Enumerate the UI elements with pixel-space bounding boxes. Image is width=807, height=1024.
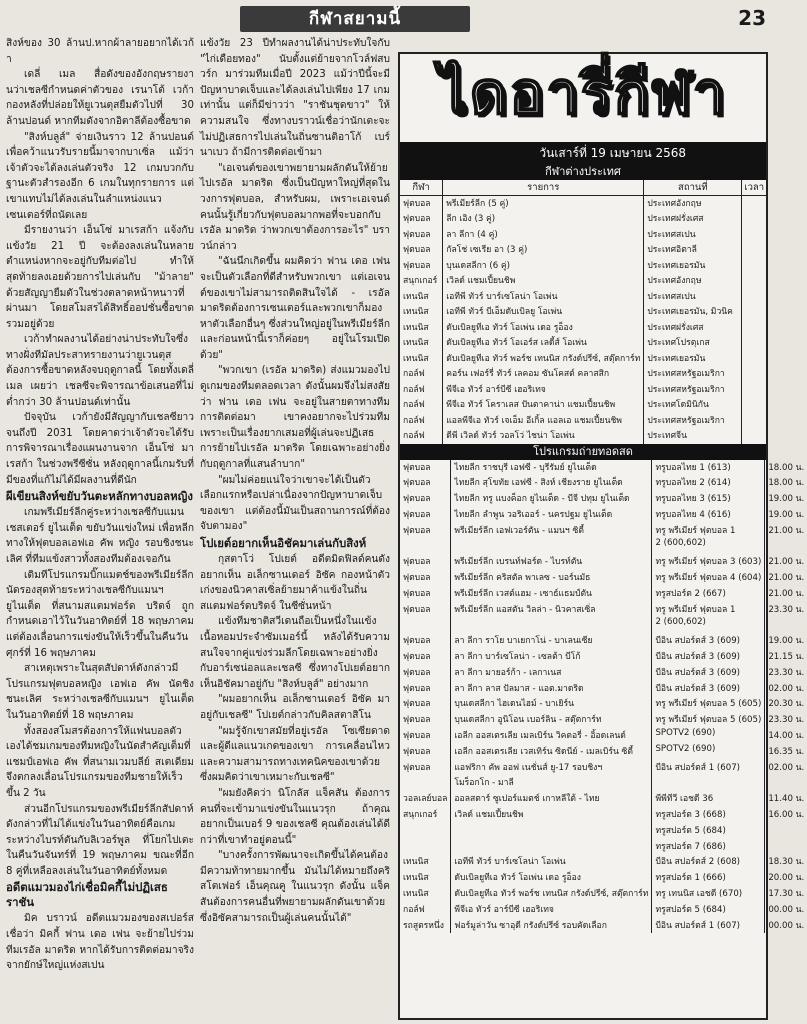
time-cell: 02.00 น. xyxy=(768,683,805,694)
event-cell: เอลีก ออสเตรเลีย เมลเบิร์น วิคตอรี่ - อิ้อดเลนด์ xyxy=(451,728,652,744)
schedule-row xyxy=(400,460,807,476)
schedule-row xyxy=(400,602,807,618)
article-paragraph: แข้งทีมชาติสวีเดนถือเป็นหนึ่งในแข้งเนื้อหอมประจำซัมเมอร์นี้ หลังได้รับความสนใจจากคู่แข่งร่วมลีกโดยเฉพาะอย่างยิ่งกับอาร์เซน่อลและเชลซี ซึ่งทางโปเยต์อยากเห็นอิชัคมาอยู่กับ "สิงห์บลูส์" อย่างมาก xyxy=(200,616,390,690)
venue-cell: ทรูสปอร์ต 7 (686) xyxy=(652,839,765,855)
venue-cell: ประเทศจีน xyxy=(644,428,742,444)
time-cell xyxy=(742,258,766,274)
event-cell: ลา ลีกา บาร์เซโลน่า - เซลต้า บีโก้ xyxy=(451,649,652,665)
venue-cell: ทรูสปอร์ต 5 (684) xyxy=(652,902,765,918)
venue-cell: ประเทศเยอรมัน, มิวนิค xyxy=(644,304,742,320)
schedule-row xyxy=(400,366,766,382)
schedule-row xyxy=(400,854,807,870)
schedule-row xyxy=(400,538,807,554)
sport-cell xyxy=(400,775,451,791)
schedule-row xyxy=(400,320,766,336)
time-cell xyxy=(742,428,766,444)
event-cell: ลา ลีกา ลาส ปัลมาส - แอต.มาดริด xyxy=(451,681,652,697)
article-paragraph: สิงห์ของ 30 ล้านป.หากผ้าลายอยากได้เวก้า xyxy=(6,38,194,65)
venue-cell: ทรูสปอร์ต 5 (684) xyxy=(652,823,765,839)
sport-cell xyxy=(400,839,451,855)
venue-cell: บีอิน สปอร์ตส์ 1 (607) xyxy=(652,760,765,776)
venue-cell: ประเทศเยอรมัน xyxy=(644,351,742,367)
venue-cell: ประเทศอังกฤษ xyxy=(644,273,742,289)
venue-cell: ประเทศโปรตุเกส xyxy=(644,335,742,351)
header-time: เวลา xyxy=(742,180,766,196)
event-cell: แอลพีจีเอ ทัวร์ เจเอ็ม อีเกิ้ล แอลเอ แชมเปี้ยนชิพ xyxy=(443,413,644,429)
header-sport: กีฬา xyxy=(400,180,443,196)
schedule-row xyxy=(400,211,766,227)
venue-cell: ทรูบอลไทย 3 (615) xyxy=(652,491,765,507)
venue-cell: ทรูสปอร์ต 2 (667) xyxy=(652,586,765,602)
sport-cell: กอล์ฟ xyxy=(400,902,451,918)
schedule-row xyxy=(400,681,807,697)
article-paragraph: เดลี่ เมล สื่อดังของอังกฤษรายงานว่าเชลซีกำหนดค่าตัวของ เรนาโต้ เวก้า กองหลังที่ปล่อยให้ยูเวนตุสยืมตัวไปที่ 30 ล้านปอนด์ หากทีมดังจากอิตาลีต้องซื้อขาด xyxy=(6,69,194,127)
event-cell: ดับเบิลยูทีเอ ทัวร์ โอเพ่น เดอ รูอ็อง xyxy=(451,870,652,886)
event-cell: ฟอร์มูล่าวัน ซาอุดี กรังด์ปรีซ์ รอบคัดเลือก xyxy=(451,918,652,934)
sport-cell: ฟุตบอล xyxy=(400,602,451,618)
time-cell: 19.00 น. xyxy=(768,509,805,520)
time-cell: 18.00 น. xyxy=(768,462,805,473)
sport-cell: ฟุตบอล xyxy=(400,649,451,665)
event-cell: ไทยลีก ราชบุรี เอฟซี - บุรีรัมย์ ยูไนเต็ด xyxy=(451,460,652,476)
sport-cell: ฟุตบอล xyxy=(400,586,451,602)
article-paragraph: แข้งวัย 23 ปีทำผลงานได้น่าประทับใจกับ "ไก่เดือยทอง" นับตั้งแต่ย้ายจากโวล์ฟสบวร์ก มาร่วมทีมเมื่อปี 2023 แม้ว่าปีนี้จะมีปัญหาบาดเจ็บและได้ลงเล่นไปเพียง 17 เกมเท่านั้น แต่ก็มีข่าวว่า "ราชันชุดขาว" ให้ความสนใจ ซึ่งทางบราวน์เชื่อว่านักเตะจะไม่ปฏิเสธการไปเล่นในถิ่นซานติอาโก้ เบร์นาเบว ถ้ามีการติดต่อเข้ามา xyxy=(200,38,390,159)
sport-cell: ฟุตบอล xyxy=(400,728,451,744)
article-paragraph: ปัจจุบัน เวก้ายังมีสัญญากับเชลซียาวจนถึงปี 2031 โดยคาดว่าเจ้าตัวจะได้รับการพิจารณาเรื่องแผนงานจาก เอ็นโซ่ มาเรสก้า ในช่วงพรีซีซั่น หลังฤดูกาลนี้เกมรับที่มีของที่แก้ไม่ได้มีผลงานที่ดีนัก xyxy=(6,412,194,486)
schedule-row xyxy=(400,570,807,586)
schedule-row xyxy=(400,586,807,602)
event-cell: ดับเบิลยูทีเอ ทัวร์ พอร์ช เทนนิส กรังด์ปรีซ์, สตุ๊ตการ์ท xyxy=(451,886,652,902)
time-cell xyxy=(742,289,766,305)
time-cell: 14.00 น. xyxy=(768,731,805,742)
sport-cell: วอลเลย์บอล xyxy=(400,791,451,807)
venue-cell: บีอิน สปอร์ตส์ 3 (609) xyxy=(652,681,765,697)
event-cell: เอลีก ออสเตรเลีย เวสเทิร์น ซิดนีย์ - เมลเบิร์น ซิตี้ xyxy=(451,744,652,760)
venue-cell: บีอิน สปอร์ตส์ 3 (609) xyxy=(652,649,765,665)
event-cell: พีจีเอ ทัวร์ โคราเลส ปันตาคาน่า แชมเปี้ยนชิพ xyxy=(443,397,644,413)
sport-cell: กอล์ฟ xyxy=(400,382,443,398)
sport-cell: กอล์ฟ xyxy=(400,397,443,413)
event-cell: ไทยลีก ทรู แบงค็อก ยูไนเต็ด - บีจี ปทุม ยูไนเต็ด xyxy=(451,491,652,507)
article-headline: ผีเขียนสิงห์ขยับวันตะหลักทางบอลหญิง xyxy=(6,489,193,504)
event-cell: ลีก เอิง (3 คู่) xyxy=(443,211,644,227)
event-cell: บุนเดสลีกา อูนิโอน เบอร์ลิน - สตุ๊ตการ์ท xyxy=(451,712,652,728)
schedule-row xyxy=(400,839,807,855)
event-cell: เอทีพี ทัวร์ บาร์เซโลน่า โอเพ่น xyxy=(443,289,644,305)
schedule-row xyxy=(400,523,807,539)
sport-cell: ฟุตบอล xyxy=(400,491,451,507)
schedule-row xyxy=(400,649,807,665)
sport-cell: เทนนิส xyxy=(400,335,443,351)
time-cell xyxy=(742,335,766,351)
schedule-row xyxy=(400,617,807,633)
time-cell xyxy=(742,211,766,227)
sport-cell: เทนนิส xyxy=(400,289,443,305)
page-number: 23 xyxy=(738,6,766,30)
venue-cell: 2 (600,602) xyxy=(652,617,765,633)
time-cell xyxy=(742,227,766,243)
time-cell: 23.30 น. xyxy=(768,715,805,726)
article-paragraph: "ผมไม่ค่อยแน่ใจว่าเขาจะได้เป็นตัวเลือกแรกหรือเปล่าเนื่องจากปัญหาบาดเจ็บของเขา แต่ต้องนี้มันเป็นสถานการณ์ที่ต้องจับตามอง" xyxy=(200,474,390,533)
event-cell: บุนเดสลีกา (6 คู่) xyxy=(443,258,644,274)
time-cell: 17.30 น. xyxy=(768,889,805,900)
venue-cell: ประเทศอังกฤษ xyxy=(644,196,742,212)
time-cell: 18.00 น. xyxy=(768,478,805,489)
sport-cell: เทนนิส xyxy=(400,886,451,902)
schedule-row xyxy=(400,744,807,760)
venue-cell: ประเทศสหรัฐอเมริกา xyxy=(644,382,742,398)
sport-cell: ฟุตบอล xyxy=(400,570,451,586)
event-cell: เวิลด์ แชมเปี้ยนชิพ xyxy=(451,807,652,823)
sport-cell xyxy=(400,823,451,839)
schedule-row xyxy=(400,633,807,649)
schedule-row xyxy=(400,196,766,212)
masthead xyxy=(0,0,776,36)
sport-cell: ฟุตบอล xyxy=(400,460,451,476)
schedule-row xyxy=(400,475,807,491)
time-cell: 18.30 น. xyxy=(768,857,805,868)
schedule-row xyxy=(400,775,807,791)
sport-cell: ฟุตบอล xyxy=(400,196,443,212)
venue-cell: ประเทศโดมินิกัน xyxy=(644,397,742,413)
schedule-row xyxy=(400,413,766,429)
time-cell xyxy=(742,320,766,336)
venue-cell: ทรู เทนนิส เอชดี (670) xyxy=(652,886,765,902)
schedule-row xyxy=(400,382,766,398)
schedule-row xyxy=(400,289,766,305)
sport-cell: กอล์ฟ xyxy=(400,413,443,429)
venue-cell: บีอิน สปอร์ตส์ 1 (607) xyxy=(652,918,765,934)
event-cell: พรีเมียร์ลีก เวสต์แฮม - เซาธ์แธมป์ตัน xyxy=(451,586,652,602)
schedule-row xyxy=(400,791,807,807)
article-paragraph: มีรายงานว่า เอ็นโซ่ มาเรสก้า แจ้งกับแข้งวัย 21 ปี จะต้องลงเล่นในหลายตำแหน่งหากจะอยู่กับทีมต่อไป ทำให้สุดท้ายลงเอยด้วยการไปเล่นกับ "ม้าลาย" ด้วยสัญญายืมตัวในช่วงตลาดหน้าหนาวที่ผ่านมา โดยสโมสรได้สิทธิ์ออปชั่นซื้อขาดรวมอยู่ด้วย xyxy=(6,225,194,330)
sport-cell: เทนนิส xyxy=(400,351,443,367)
venue-cell: ทรูบอลไทย 1 (613) xyxy=(652,460,765,476)
venue-cell: ประเทศสเปน xyxy=(644,289,742,305)
article-headline: อดีตแมวมองไก่เชื่อมิคกี้ไม่ปฏิเสธราชัน xyxy=(6,880,168,910)
event-cell: ออลสตาร์ ซูเปอร์แมตช์ เกาหลีใต้ - ไทย xyxy=(451,791,652,807)
article-paragraph: "ฉันนึกเกิดขึ้น ผมคิดว่า ฟาน เดอ เฟนจะเป็นตัวเลือกที่ดีสำหรับพวกเขา แต่เอเจนต์ของเขาไม่สามารถติดสินใจได้ - เรอัล มาดริดต้องการเซนเตอร์และพวกเขาก็มองหาตัวเลือกอื่นๆ ซึ่งส่วนใหญ่อยู่ในพรีเมียร์ลีก และก่อนหน้านี้เราก็ค่อยๆ อยู่ในโรมเปิดด้วย" xyxy=(200,256,391,361)
time-cell: 21.00 น. xyxy=(768,557,805,568)
venue-cell: ประเทศสเปน xyxy=(644,227,742,243)
schedule-row xyxy=(400,696,807,712)
schedule-row xyxy=(400,304,766,320)
venue-cell: ทรู พรีเมียร์ ฟุตบอล 3 (603) xyxy=(652,554,765,570)
sport-cell: ฟุตบอล xyxy=(400,744,451,760)
article-paragraph: "บางครั้งการพัฒนาจะเกิดขึ้นได้คนต้องมีความท้าทายมากขึ้น มันไม่ได้หมายถึงคริสโตเฟอร์ เอ็นคุณคู ในแนวรุก ดังนั้น แจ็คสันต้องการคนอื่นที่พยายามผลักดันเขาด้วยซึ่งอิซัคสามารถเป็นผู้เล่นคนนั้นได้" xyxy=(200,850,390,924)
schedule-row xyxy=(400,886,807,902)
sport-cell: ฟุตบอล xyxy=(400,681,451,697)
section-banner: กีฬาสยามนี้ xyxy=(240,6,470,32)
schedule-row xyxy=(400,258,766,274)
schedule-row xyxy=(400,823,807,839)
sport-cell: ฟุตบอล xyxy=(400,523,451,539)
article-paragraph: มิค บราวน์ อดีตแมวมองของสเปอร์สเชื่อว่า มิคกี้ ฟาน เดอ เฟน จะย้ายไปร่วมทีมเรอัล มาดริด หากได้รับการติดต่อมาจริงจากยักษ์ใหญ่แห่งสเปน xyxy=(6,913,194,972)
article-paragraph: เดิมทีโปรแกรมบิ๊กแมตช์ของพรีเมียร์ลีกนัดรองสุดท้ายระหว่างเชลซีกับแมนฯ ยูไนเต็ด ที่สนามสแตมฟอร์ด บริดจ์ ถูกกำหนดเอาไว้ในวันอาทิตย์ที่ 18 พฤษภาคม แต่ต้องเลื่อนการแข่งขันให้เร็วขึ้นในคืนวันศุกร์ที่ 16 พฤษภาคม xyxy=(6,569,194,659)
event-cell: กัลโช่ เซเรีย อา (3 คู่) xyxy=(443,242,644,258)
time-cell: 19.00 น. xyxy=(768,636,805,647)
sport-cell: กอล์ฟ xyxy=(400,428,443,444)
venue-cell: 2 (600,602) xyxy=(652,538,765,554)
schedule-row xyxy=(400,428,766,444)
event-cell: ดีพี เวิลด์ ทัวร์ วอลโว่ ไชน่า โอเพ่น xyxy=(443,428,644,444)
sport-cell: เทนนิส xyxy=(400,870,451,886)
header-item: รายการ xyxy=(443,180,644,196)
venue-cell xyxy=(652,775,765,791)
sport-cell: ฟุตบอล xyxy=(400,242,443,258)
sport-cell xyxy=(400,538,451,554)
article-paragraph: ทั้งสองสโมสรต้องการให้แฟนบอลตัวเองได้ชมเกมของทีมหญิงในนัดสำคัญเต็มที่แชมป์เอฟเอ คัพ ที่สนามเวมบลีย์ สเตเดียมจึงตกลงเลื่อนโปรแกรมของทีมชายให้เร็วขึ้น 2 วัน xyxy=(6,725,194,799)
time-cell: 21.00 น. xyxy=(768,588,805,599)
schedule-row xyxy=(400,728,807,744)
sport-cell: ฟุตบอล xyxy=(400,554,451,570)
time-cell xyxy=(742,242,766,258)
time-cell xyxy=(765,839,807,855)
sport-cell: ฟุตบอล xyxy=(400,760,451,776)
article-paragraph: เกมพรีเมียร์ลีกคู่ระหว่างเชลซีกับแมนเชสเตอร์ ยูไนเต็ด ขยับวันแข่งใหม่ เพื่อหลีกทางให้ฟุตบอลเอฟเอ คัพ หญิง รอบชิงชนะเลิศ ที่ทีมแข้งสาวทั้งสองทีมต้องเจอกัน xyxy=(6,507,194,565)
schedule-row xyxy=(400,351,766,367)
time-cell xyxy=(742,413,766,429)
venue-cell: ทรู พรีเมียร์ ฟุตบอล 4 (604) xyxy=(652,570,765,586)
schedule-row xyxy=(400,807,807,823)
event-cell: โมร็อกโก - มาลี xyxy=(451,775,652,791)
venue-cell: ทรู พรีเมียร์ ฟุตบอล 5 (605) xyxy=(652,696,765,712)
time-cell: 21.00 น. xyxy=(768,573,805,584)
event-cell: พีจีเอ ทัวร์ อาร์บีซี เฮอริเทจ xyxy=(443,382,644,398)
event-cell: พรีเมียร์ลีก แอสตัน วิลล่า - นิวคาสเซิ่ล xyxy=(451,602,652,618)
event-cell: เอทีพี ทัวร์ บีเอ็มดับเบิลยู โอเพ่น xyxy=(443,304,644,320)
time-cell xyxy=(765,538,807,554)
time-cell: 02.00 น. xyxy=(768,762,805,773)
event-cell: พีจีเอ ทัวร์ อาร์บีซี เฮอริเทจ xyxy=(451,902,652,918)
venue-cell: ทรูสปอร์ต 1 (666) xyxy=(652,870,765,886)
schedule-row xyxy=(400,760,807,776)
venue-cell: บีอิน สปอร์ตส์ 2 (608) xyxy=(652,854,765,870)
schedule-row xyxy=(400,712,807,728)
time-cell xyxy=(742,304,766,320)
event-cell: ดับเบิลยูทีเอ ทัวร์ โอเพ่น เดอ รูอ็อง xyxy=(443,320,644,336)
schedule-row xyxy=(400,397,766,413)
event-cell: พรีเมียร์ลีก (5 คู่) xyxy=(443,196,644,212)
sport-cell: ฟุตบอล xyxy=(400,211,443,227)
sport-cell: สนุกเกอร์ xyxy=(400,807,451,823)
event-cell: ไทยลีก สุโขทัย เอฟซี - สิงห์ เชียงราย ยูไนเต็ด xyxy=(451,475,652,491)
sport-cell: ฟุตบอล xyxy=(400,258,443,274)
left-article-column xyxy=(6,36,194,1020)
venue-cell: ประเทศสหรัฐอเมริกา xyxy=(644,413,742,429)
time-cell xyxy=(765,823,807,839)
time-cell xyxy=(742,273,766,289)
sport-cell: เทนนิส xyxy=(400,320,443,336)
article-headline: โปเยต์อยากเห็นอิชัคมาเล่นกับสิงห์ xyxy=(200,536,367,550)
venue-cell: ทรู พรีเมียร์ ฟุตบอล 1 xyxy=(652,602,765,618)
schedule-row xyxy=(400,335,766,351)
article-paragraph: "ผมยังคิดว่า นิโกลัส แจ็คสัน ต้องการคนที่จะเข้ามาแข่งขันในแนวรุก ถ้าคุณอยากเป็นเบอร์ 9 ของเชลซี คุณต้องเล่นได้ดีกว่าที่เขาทำอยู่ตอนนี้" xyxy=(200,787,390,846)
venue-cell: ประเทศอิตาลี xyxy=(644,242,742,258)
venue-cell: บีอิน สปอร์ตส์ 3 (609) xyxy=(652,665,765,681)
venue-cell: พีพีทีวี เอชดี 36 xyxy=(652,791,765,807)
venue-cell: บีอิน สปอร์ตส์ 3 (609) xyxy=(652,633,765,649)
venue-cell: ประเทศฝรั่งเศส xyxy=(644,211,742,227)
article-paragraph: "ผมอยากเห็น อเล็กซานเดอร์ อิซัค มาอยู่กับเชลซี" โปเยต์กล่าวกับคิลสตาสิโน xyxy=(200,694,390,721)
time-cell: 20.00 น. xyxy=(768,873,805,884)
event-cell xyxy=(451,823,652,839)
time-cell: 00.00 น. xyxy=(768,920,805,931)
time-cell: 23.30 น. xyxy=(768,667,805,678)
sport-cell: ฟุตบอล xyxy=(400,696,451,712)
schedule-row xyxy=(400,273,766,289)
event-cell: ลา ลีกา มายอร์ก้า - เลกาเนส xyxy=(451,665,652,681)
tv-program-section-header: โปรแกรมถ่ายทอดสด xyxy=(400,444,766,460)
article-paragraph: "เอเจนต์ของเขาพยายามผลักดันให้ย้ายไปเรอัล มาดริด ซึ่งเป็นปัญหาใหญ่ที่สุดในวงการฟุตบอล, สำหรับผม, เพราะเอเจนต์คนนั้นรู้เกี่ยวกับฟุตบอลมากพอที่จะบอกกับเรอัล มาดริด ว่าพวกเขาต้องการอะไร" บราวน์กล่าว xyxy=(200,162,390,252)
sport-cell: ฟุตบอล xyxy=(400,227,443,243)
middle-article-column xyxy=(200,36,390,1020)
article-paragraph: ส่วนอีกโปรแกรมของพรีเมียร์ลีกสัปดาห์ดังกล่าวที่ไม่ได้แข่งในวันอาทิตย์คือเกมระหว่างไบรท์ตันกับลิเวอร์พูล ที่โยกไปเตะในคืนวันจันทร์ที่ 19 พฤษภาคม ขณะที่อีก 8 คู่ที่เหลือลงเล่นในวันอาทิตย์ทั้งหมด xyxy=(6,803,194,877)
time-cell: 21.00 น. xyxy=(768,525,805,536)
time-cell: 23.30 น. xyxy=(768,604,805,615)
diary-title: ไดอารี่กีฬา xyxy=(400,54,766,128)
time-cell: 16.00 น. xyxy=(768,810,805,821)
venue-cell: ทรูบอลไทย 4 (616) xyxy=(652,507,765,523)
event-cell: พรีเมียร์ลีก เบรนท์ฟอร์ด - ไบรท์ตัน xyxy=(451,554,652,570)
sport-cell: กอล์ฟ xyxy=(400,366,443,382)
article-paragraph: กุสตาโว่ โปเยต์ อดีตมิดฟิลด์คนดังอยากเห็น อเล็กซานเดอร์ อิซัค กองหน้าตัวเก่งของนิวคาสเซิ่ลย้ายมาค้าแข้งในถิ่นสแตมฟอร์ดบริดจ์ ในซีซั่นหน้า xyxy=(200,554,390,612)
schedule-row xyxy=(400,870,807,886)
sport-cell: ฟุตบอล xyxy=(400,475,451,491)
time-cell xyxy=(742,397,766,413)
event-cell: คอร์น เฟอร์รี่ ทัวร์ เลคอม ซันโคสต์ คลาสสิก xyxy=(443,366,644,382)
event-cell: เวิลด์ แชมเปี้ยนชิพ xyxy=(443,273,644,289)
article-paragraph: สาเหตุเพราะในสุดสัปดาห์ดังกล่าวมีโปรแกรมฟุตบอลหญิง เอฟเอ คัพ นัดชิงชนะเลิศ ระหว่างเชลซีกับแมนฯ ยูไนเต็ด ในวันอาทิตย์ที่ 18 พฤษภาคม xyxy=(6,663,194,721)
intl-sports-section-header: กีฬาต่างประเทศ xyxy=(400,164,766,180)
sport-cell: ฟุตบอล xyxy=(400,712,451,728)
venue-cell: SPOTV2 (690) xyxy=(652,744,765,760)
article-paragraph: "พวกเขา (เรอัล มาดริด) ส่งแมวมองไปดูเกมของทีมตลอดเวลา ดังนั้นผมจึงไม่สงสัยว่า ฟาน เดอ เฟน จะอยู่ในสายตาทางทีมการติดต่อมา เขาคงอยากจะไปร่วมทีมเพราะเป็นเรื่องยากเสมอที่ผู้เล่นจะปฏิเสธการย้ายไปเรอัล มาดริด โดยเฉพาะอย่างยิ่งกับฤดูกาลที่แสนลำบาก" xyxy=(200,365,390,471)
venue-cell: ทรู พรีเมียร์ ฟุตบอล 5 (605) xyxy=(652,712,765,728)
event-cell xyxy=(451,839,652,855)
event-cell: ลา ลีกา (4 คู่) xyxy=(443,227,644,243)
header-station: สถานที่ xyxy=(644,180,742,196)
schedule-row xyxy=(400,491,807,507)
time-cell xyxy=(765,775,807,791)
intl-schedule-table xyxy=(400,180,766,444)
time-cell: 00.00 น. xyxy=(768,904,805,915)
sports-diary-box xyxy=(398,52,805,1020)
schedule-row xyxy=(400,507,807,523)
event-cell: บุนเดสลีกา ไฮเดนไฮม์ - บาเยิร์น xyxy=(451,696,652,712)
venue-cell: ประเทศเยอรมัน xyxy=(644,258,742,274)
event-cell: ลา ลีกา ราโย บาเยกาโน่ - บาเลนเซีย xyxy=(451,633,652,649)
sport-cell: ฟุตบอล xyxy=(400,665,451,681)
event-cell xyxy=(451,538,652,554)
sport-cell: รถสูตรหนึ่ง xyxy=(400,918,451,934)
schedule-row xyxy=(400,554,807,570)
schedule-row xyxy=(400,918,807,934)
sport-cell: สนุกเกอร์ xyxy=(400,273,443,289)
sport-cell: เทนนิส xyxy=(400,854,451,870)
time-cell xyxy=(742,366,766,382)
venue-cell: ทรู พรีเมียร์ ฟุตบอล 1 xyxy=(652,523,765,539)
time-cell xyxy=(742,351,766,367)
article-paragraph: เวก้าทำผลงานได้อย่างน่าประทับใจซึ่งทางฝั่งทีมัลประสาทรายงานว่ายูเวนตุสต้องการซื้อขาดหลังจบฤดูกาลนี้ โดยทั้งเดลี่ เมล เผยว่า เชลซีจะพิจารณาข้อเสนอที่ไม่ต่ำกว่า 30 ล้านปอนด์เท่านั้น xyxy=(6,334,194,408)
venue-cell: ประเทศฝรั่งเศส xyxy=(644,320,742,336)
diary-date: วันเสาร์ที่ 19 เมษายน 2568 xyxy=(400,142,766,164)
time-cell: 11.40 น. xyxy=(768,794,805,805)
time-cell xyxy=(742,196,766,212)
time-cell: 20.30 น. xyxy=(768,699,805,710)
time-cell xyxy=(765,617,807,633)
time-cell: 19.00 น. xyxy=(768,494,805,505)
sport-cell: เทนนิส xyxy=(400,304,443,320)
schedule-row xyxy=(400,665,807,681)
event-cell: ดับเบิลยูทีเอ ทัวร์ พอร์ช เทนนิส กรังด์ปรีซ์, สตุ๊ตการ์ท xyxy=(443,351,644,367)
event-cell xyxy=(451,617,652,633)
venue-cell: ทรูสปอร์ต 3 (668) xyxy=(652,807,765,823)
event-cell: ไทยลีก ลำพูน วอริเออร์ - นครปฐม ยูไนเต็ด xyxy=(451,507,652,523)
time-cell: 21.15 น. xyxy=(768,652,805,663)
sport-cell: ฟุตบอล xyxy=(400,633,451,649)
event-cell: เอทีพี ทัวร์ บาร์เซโลน่า โอเพ่น xyxy=(451,854,652,870)
time-cell xyxy=(742,382,766,398)
venue-cell: ทรูบอลไทย 2 (614) xyxy=(652,475,765,491)
event-cell: พรีเมียร์ลีก คริสตัล พาเลซ - บอร์นมัธ xyxy=(451,570,652,586)
event-cell: พรีเมียร์ลีก เอฟเวอร์ตัน - แมนฯ ซิตี้ xyxy=(451,523,652,539)
article-paragraph: "สิงห์บลูส์" จ่ายเงินราว 12 ล้านปอนด์ เพื่อคว้าแนวรับรายนี้มาจากบาเซิ่ล แม้ว่าเจ้าตัวจะได้ลงเล่นตัวจริง 12 เกมบวกกับฐานะตัวสำรองอีก 6 เกมในทุกรายการ แต่เขาแทบไม่ได้ลงเล่นในลำแหน่งแนวเซนเตอร์ที่ถนัดเลย xyxy=(6,131,194,221)
sport-cell xyxy=(400,617,451,633)
time-cell: 16.35 น. xyxy=(768,746,805,757)
schedule-row xyxy=(400,242,766,258)
event-cell: ดับเบิลยูทีเอ ทัวร์ โอเอร์ส เลดี้ส์ โอเพ่น xyxy=(443,335,644,351)
tv-schedule-table xyxy=(400,460,807,934)
venue-cell: ประเทศสหรัฐอเมริกา xyxy=(644,366,742,382)
sport-cell: ฟุตบอล xyxy=(400,507,451,523)
schedule-row xyxy=(400,902,807,918)
article-paragraph: "ผมรู้จักเขาสมัยที่อยู่เรอัล โซเซียดาด และผู้ดีแลแนวเกดของเขา การเคลื่อนไหวและความสามารถทางเทคนิคของเขาด้วย ซึ่งผมคิดว่าเขาเหมาะกับเชลซี" xyxy=(200,725,390,784)
venue-cell: SPOTV2 (690) xyxy=(652,728,765,744)
schedule-row xyxy=(400,227,766,243)
event-cell: แอฟริกา คัพ ออฟ เนชั่นส์ ยู-17 รอบชิงฯ xyxy=(451,760,652,776)
